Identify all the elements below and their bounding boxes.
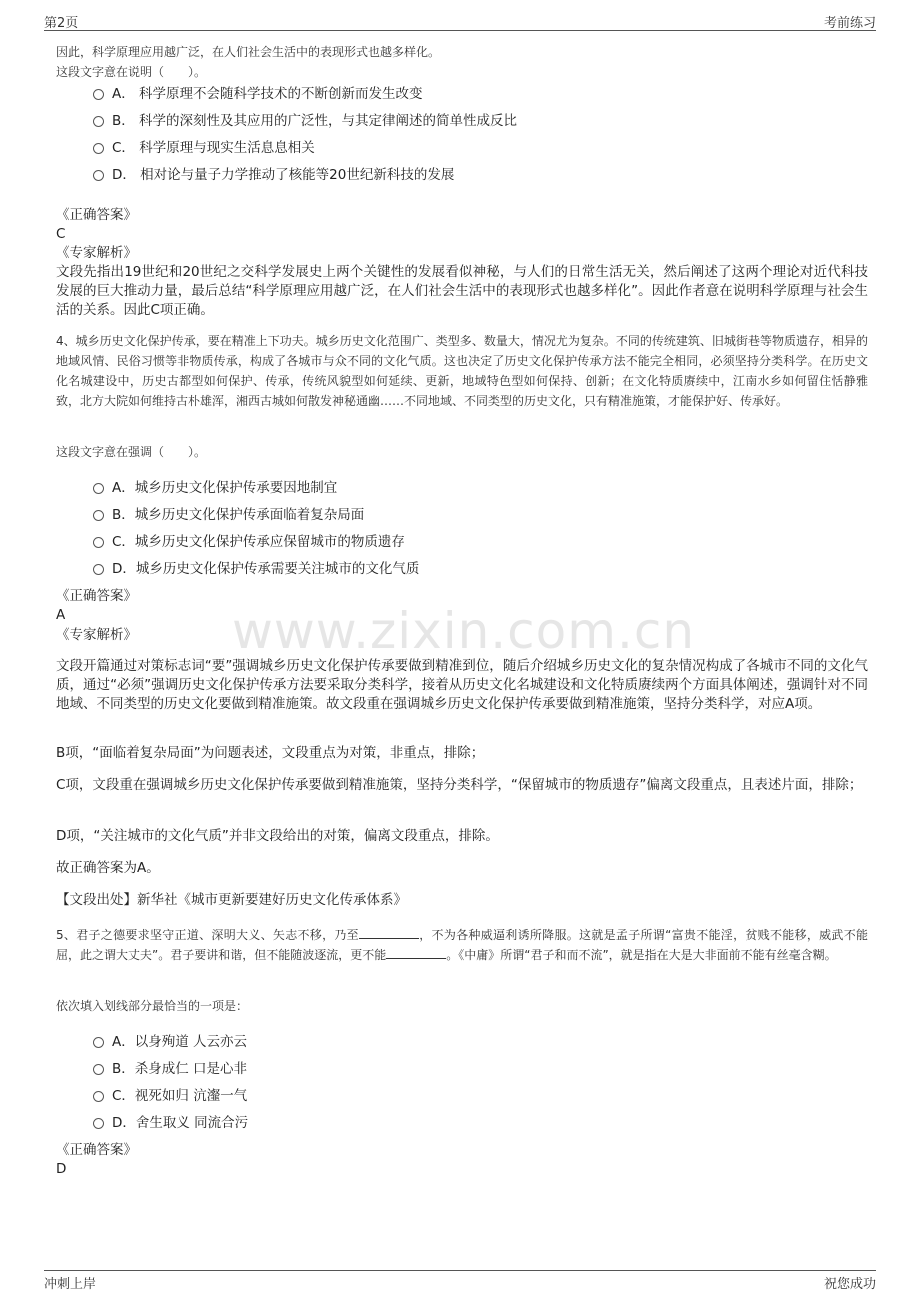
radio-icon[interactable] bbox=[93, 170, 104, 181]
q5-answer: D bbox=[56, 1161, 67, 1177]
q3-option-a[interactable]: A． 科学原理不会随科学技术的不断创新而发生改变 bbox=[93, 84, 423, 104]
q3-option-d[interactable]: D． 相对论与量子力学推动了核能等20世纪新科技的发展 bbox=[93, 165, 454, 185]
q4-answer: A bbox=[56, 607, 66, 623]
radio-icon[interactable] bbox=[93, 116, 104, 127]
radio-icon[interactable] bbox=[93, 1064, 104, 1075]
radio-icon[interactable] bbox=[93, 483, 104, 494]
footer-right: 祝您成功 bbox=[823, 1277, 876, 1292]
radio-icon[interactable] bbox=[93, 143, 104, 154]
header-title: 考前练习 bbox=[823, 16, 876, 31]
q4-answer-label: 《正确答案》 bbox=[56, 588, 137, 604]
radio-icon[interactable] bbox=[93, 89, 104, 100]
page-footer bbox=[44, 1273, 876, 1293]
q4-analysis-p2: B项，“面临着复杂局面”为问题表述，文段重点为对策，非重点，排除； bbox=[56, 745, 485, 761]
q3-option-b[interactable]: B． 科学的深刻性及其应用的广泛性，与其定律阐述的简单性成反比 bbox=[93, 111, 517, 131]
q4-option-d[interactable]: D．城乡历史文化保护传承需要关注城市的文化气质 bbox=[93, 559, 419, 579]
q5-answer-label: 《正确答案》 bbox=[56, 1142, 137, 1158]
radio-icon[interactable] bbox=[93, 1091, 104, 1102]
page-number: 第2页 bbox=[44, 16, 79, 31]
radio-icon[interactable] bbox=[93, 564, 104, 575]
q4-option-a[interactable]: A．城乡历史文化保护传承要因地制宜 bbox=[93, 478, 337, 498]
q5-passage: 5、君子之德要求坚守正道、深明大义、矢志不移，乃至 ，不为各种威逼利诱所降服。这就是孟子所谓“富贵不能淫，贫贱不能移，威武不能屈，此之谓大丈夫”。君子要讲和谐，但不能随波逐流，更不能 。《中庸》所谓“君子和而不流”，就是指在大是大非面前不能有丝毫含糊。 bbox=[56, 928, 868, 962]
q4-analysis-p5: 故正确答案为A。 bbox=[56, 860, 160, 876]
q4-prompt: 这段文字意在强调（ ）。 bbox=[56, 445, 207, 459]
q3-prompt: 这段文字意在说明（ ）。 bbox=[56, 65, 207, 79]
q4-analysis-p1: 文段开篇通过对策标志词“要”强调城乡历史文化保护传承要做到精准到位，随后介绍城乡历史文化的复杂情况构成了各城市不同的文化气质，通过“必须”强调历史文化保护传承方法要采取分类科学，接着从历史文化名城建设和文化特质赓续两个方面具体阐述，强调针对不同地域、不同类型的历史文化要做到精准施策。故文段重在强调城乡历史文化保护传承要做到精准施策，坚持分类科学，对应A项。 bbox=[56, 658, 868, 712]
header-divider bbox=[44, 30, 876, 31]
q5-option-c[interactable]: C．视死如归 沆瀣一气 bbox=[93, 1086, 247, 1106]
q3-passage-tail: 因此，科学原理应用越广泛，在人们社会生活中的表现形式也越多样化。 bbox=[56, 45, 441, 59]
q3-answer: C bbox=[56, 226, 66, 242]
radio-icon[interactable] bbox=[93, 510, 104, 521]
q3-analysis-label: 《专家解析》 bbox=[56, 245, 137, 261]
q5-option-b[interactable]: B．杀身成仁 口是心非 bbox=[93, 1059, 247, 1079]
q3-option-c[interactable]: C． 科学原理与现实生活息息相关 bbox=[93, 138, 315, 158]
footer-left: 冲刺上岸 bbox=[44, 1277, 97, 1292]
page-header bbox=[44, 12, 876, 32]
blank-1 bbox=[359, 926, 419, 939]
q4-analysis-label: 《专家解析》 bbox=[56, 627, 137, 643]
footer-divider bbox=[44, 1270, 876, 1271]
q4-option-b[interactable]: B．城乡历史文化保护传承面临着复杂局面 bbox=[93, 505, 364, 525]
radio-icon[interactable] bbox=[93, 1118, 104, 1129]
q5-prompt: 依次填入划线部分最恰当的一项是： bbox=[56, 999, 249, 1013]
radio-icon[interactable] bbox=[93, 537, 104, 548]
watermark: www.zixin.com.cn bbox=[232, 602, 696, 660]
q3-answer-label: 《正确答案》 bbox=[56, 207, 137, 223]
q5-option-a[interactable]: A．以身殉道 人云亦云 bbox=[93, 1032, 247, 1052]
q4-passage: 4、城乡历史文化保护传承，要在精准上下功夫。城乡历史文化范围广、类型多、数量大，情况尤为复杂。不同的传统建筑、旧城街巷等物质遗存，相异的地域风情、民俗习惯等非物质传承，构成了各城市与众不同的文化气质。这也决定了历史文化保护传承方法不能完全相同，必须坚持分类科学。在历史文化名城建设中，历史古都型如何保护、传承，传统风貌型如何延续、更新，地域特色型如何保持、创新；在文化特质赓续中，江南水乡如何留住恬静雅致，北方大院如何维持古朴雄浑，湘西古城如何散发神秘通幽……不同地域、不同类型的历史文化，只有精准施策，才能保护好、传承好。 bbox=[56, 334, 868, 408]
q4-analysis-p3: C项，文段重在强调城乡历史文化保护传承要做到精准施策，坚持分类科学，“保留城市的物质遗存”偏离文段重点，且表述片面，排除； bbox=[56, 777, 863, 793]
radio-icon[interactable] bbox=[93, 1037, 104, 1048]
blank-2 bbox=[386, 946, 446, 959]
q4-analysis-p4: D项，“关注城市的文化气质”并非文段给出的对策，偏离文段重点，排除。 bbox=[56, 828, 499, 844]
q4-source: 【文段出处】新华社《城市更新要建好历史文化传承体系》 bbox=[56, 892, 407, 908]
q5-option-d[interactable]: D．舍生取义 同流合污 bbox=[93, 1113, 248, 1133]
q3-analysis: 文段先指出19世纪和20世纪之交科学发展史上两个关键性的发展看似神秘，与人们的日常生活无关，然后阐述了这两个理论对近代科技发展的巨大推动力量，最后总结“科学原理应用越广泛，在人们社会生活中的表现形式也越多样化”。因此作者意在说明科学原理与社会生活的关系。因此C项正确。 bbox=[56, 264, 868, 318]
q4-option-c[interactable]: C．城乡历史文化保护传承应保留城市的物质遗存 bbox=[93, 532, 405, 552]
